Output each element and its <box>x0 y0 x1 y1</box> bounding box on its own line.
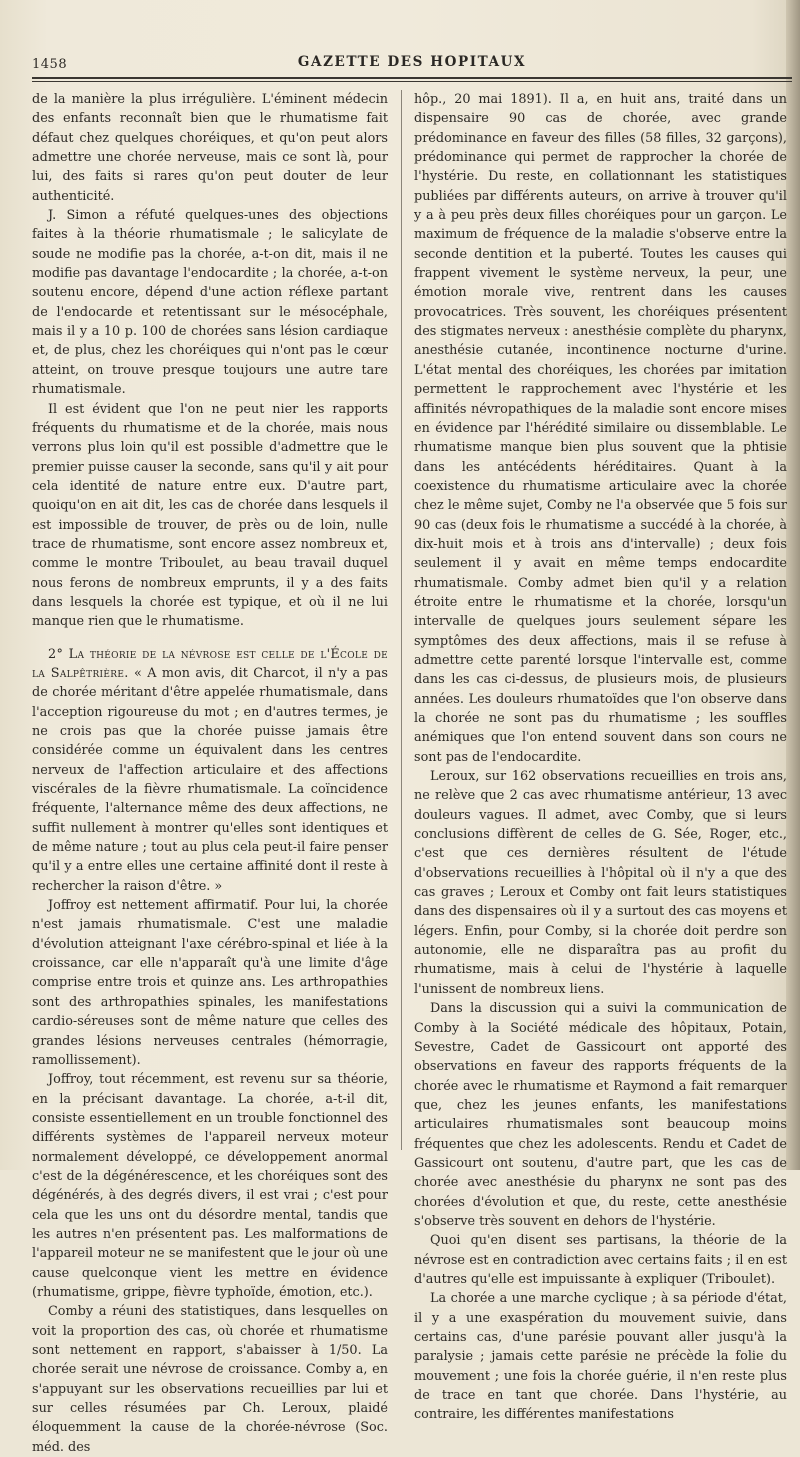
paragraph: Joffroy est nettement affirmatif. Pour lui, la chorée n'est jamais rhumatismale. C'est une maladie d'évolution atteignant l'axe cérébro-spinal et liée à la croissance, car elle n'apparaît qu'à une limite d'âge comprise entre trois et quinze ans. Les arthropathies sont des arthropathies spinales, les manifestations cardio-séreuses sont de même nature que celles des grandes lésions nerveuses centrales (hémorragie, ramollissement). <box>32 898 388 1068</box>
page-edge <box>786 0 800 1170</box>
section-paragraph <box>32 645 388 896</box>
page-number: 1458 <box>32 57 68 72</box>
running-head: GAZETTE DES HOPITAUX <box>297 54 527 70</box>
paragraph: J. Simon a réfuté quelques-unes des objections faites à la théorie rhumatismale ; le salicylate de soude ne modifie pas la chorée, a-t-on dit, mais il ne modifie pas davantage l'endocardite ; la chorée, a-t-on soutenu encore, dépend d'une action réflexe partant de l'endocarde et retentissant sur le mésocéphale, mais il y a 10 p. 100 de chorées sans lésion cardiaque et, de plus, chez les choréiques qui n'ont pas le cœur atteint, on trouve presque toujours une autre tare rhumatismale. <box>32 208 388 398</box>
section-body: « A mon avis, dit Charcot, il n'y a pas de chorée méritant d'être appelée rhumatismale, dans l'acception rigoureuse du mot ; en d'autres termes, je ne crois pas que la chorée puisse jamais être considérée comme un équivalent dans les centres nerveux de l'affection articulaire et des affections viscérales de la fièvre rhumatismale. La coïncidence fréquente, l'alternance même des deux affections, ne suffit nullement à montrer qu'elles sont identiques et de même nature ; tout au plus cela peut-il faire penser qu'il y a entre elles une certaine affinité dont il reste à rechercher la raison d'être. » <box>32 665 388 894</box>
paragraph: Joffroy, tout récemment, est revenu sur sa théorie, en la précisant davantage. La chorée, a-t-il dit, consiste essentiellement en un trouble fonctionnel des différents systèmes de l'appareil nerveux moteur normalement développé, ce développement anormal c'est de la dégénérescence, et les choréiques sont des dégénérés, à des degrés divers, il est vrai ; c'est pour cela que les uns ont du désordre mental, tandis que les autres n'en présentent pas. Les malformations de l'appareil moteur ne se manifestent que le jour où une cause quelconque vient les mettre en évidence (rhumatisme, grippe, fièvre typhoïde, émotion, etc.). <box>32 1072 388 1300</box>
paragraph: La chorée a une marche cyclique ; à sa période d'état, il y a une exaspération du mouvement suivie, dans certains cas, d'une parésie pouvant aller jusqu'à la paralysie ; jamais cette parésie ne précède la folie du mouvement ; une fois la chorée guérie, il n'en reste plus de trace en tant que chorée. Dans l'hystérie, au contraire, les différentes manifestations <box>414 1291 787 1423</box>
paragraph: Comby a réuni des statistiques, dans lesquelles on voit la proportion des cas, où chorée et rhumatisme sont nettement en rapport, s'abaisser à 1/50. La chorée serait une névrose de croissance. Comby a, en s'appuyant sur les observations recueillies par lui et sur celles résumées par Ch. Leroux, plaidé éloquemment la cause de la chorée-névrose (Soc. méd. des <box>32 1304 388 1455</box>
header-rule-thick <box>32 77 792 79</box>
header-rule-thin <box>32 81 792 82</box>
paragraph: Il est évident que l'on ne peut nier les rapports fréquents du rhumatisme et de la chorée, mais nous verrons plus loin qu'il est possible d'admettre que le premier puisse causer la seconde, sans qu'il y ait pour cela identité de nature entre eux. D'autre part, quoiqu'on en ait dit, les cas de chorée dans lesquels il est impossible de trouver, de près ou de loin, nulle trace de rhumatisme, sont encore assez nombreux et, comme le montre Triboulet, au beau travail duquel nous ferons de nombreux emprunts, il y a des faits dans lesquels la chorée est typique, et où il ne lui manque rien que le rhumatisme. <box>32 401 388 630</box>
paragraph: Quoi qu'en disent ses partisans, la théorie de la névrose est en contradiction avec certains faits ; il en est d'autres qu'elle est impuissante à expliquer (Triboulet). <box>414 1233 787 1287</box>
column-rule <box>401 90 402 1150</box>
page-header <box>32 52 792 74</box>
paragraph: de la manière la plus irrégulière. L'éminent médecin des enfants reconnaît bien que le rhumatisme fait défaut chez quelques choréiques, et qu'on peut alors admettre une chorée nerveuse, mais ce sont là, pour lui, des faits si rares qu'on peut douter de leur authenticité. <box>32 92 388 204</box>
right-column <box>414 90 787 1423</box>
paragraph: hôp., 20 mai 1891). Il a, en huit ans, traité dans un dispensaire 90 cas de chorée, avec grande prédominance en faveur des filles (58 filles, 32 garçons), prédominance qui permet de rapprocher la chorée de l'hystérie. Du reste, en collationnant les statistiques publiées par différents auteurs, on arrive à trouver qu'il y a à peu près deux filles choréiques pour un garçon. Le maximum de fréquence de la maladie s'observe entre la seconde dentition et la puberté. Toutes les causes qui frappent vivement le système nerveux, la peur, une émotion morale vive, rentrent dans les causes provocatrices. Très souvent, les choréiques présentent des stigmates nerveux : anesthésie complète du pharynx, anesthésie cutanée, incontinence nocturne d'urine. L'état mental des choréiques, les chorées par imitation permettent le rapprochement avec l'hystérie et les affinités névropathiques de la maladie sont encore mises en évidence par l'hérédité similaire ou dissemblable. Le rhumatisme manque bien plus souvent que la phtisie dans les antécédents héréditaires. Quant à la coexistence du rhumatisme articulaire avec la chorée chez le même sujet, Comby ne l'a observée que 5 fois sur 90 cas (deux fois le rhumatisme a succédé à la chorée, à dix-huit mois et à trois ans d'intervalle) ; deux fois seulement il y avait en même temps endocardite rhumatismale. Comby admet bien qu'il y a relation étroite entre le rhumatisme et la chorée, lorsqu'un intervalle de quelques jours seulement sépare les symptômes des deux affections, mais il se refuse à admettre cette parenté lorsque l'intervalle est, comme dans les cas ci-dessus, de plusieurs mois, de plusieurs années. Les douleurs rhumatoïdes que l'on observe dans la chorée ne sont pas du rhumatisme ; les souffles anémiques que l'on entend souvent dans son cours ne sont pas de l'endocardite. <box>414 92 787 765</box>
paragraph: Leroux, sur 162 observations recueillies en trois ans, ne relève que 2 cas avec rhumatisme antérieur, 13 avec douleurs vagues. Il admet, avec Comby, que si leurs conclusions diffèrent de celles de G. Sée, Roger, etc., c'est que ces dernières résultent de l'étude d'observations recueillies à l'hôpital où il n'y a que des cas graves ; Leroux et Comby ont fait leurs statistiques dans des dispensaires où il y a surtout des cas moyens et légers. Enfin, pour Comby, si la chorée doit perdre son autonomie, elle ne disparaîtra pas au profit du rhumatisme, mais à celui de l'hystérie à laquelle l'unissent de nombreux liens. <box>414 769 787 997</box>
left-column <box>32 90 388 1455</box>
paragraph: Dans la discussion qui a suivi la communication de Comby à la Société médicale des hôpitaux, Potain, Sevestre, Cadet de Gassicourt ont apporté des observations en faveur des rapports fréquents de la chorée avec le rhumatisme et Raymond a fait remarquer que, chez les jeunes enfants, les manifestations articulaires rhumatismales sont beaucoup moins fréquentes que chez les adolescents. Rendu et Cadet de Gassicourt ont soutenu, d'autre part, que les cas de chorée avec anesthésie du pharynx ne sont pas des chorées d'évolution et que, du reste, cette anesthésie s'observe très souvent en dehors de l'hystérie. <box>414 1001 787 1229</box>
section-heading: 2° La théorie de la névrose est celle de l'École de la Salpêtrière. <box>32 646 388 681</box>
